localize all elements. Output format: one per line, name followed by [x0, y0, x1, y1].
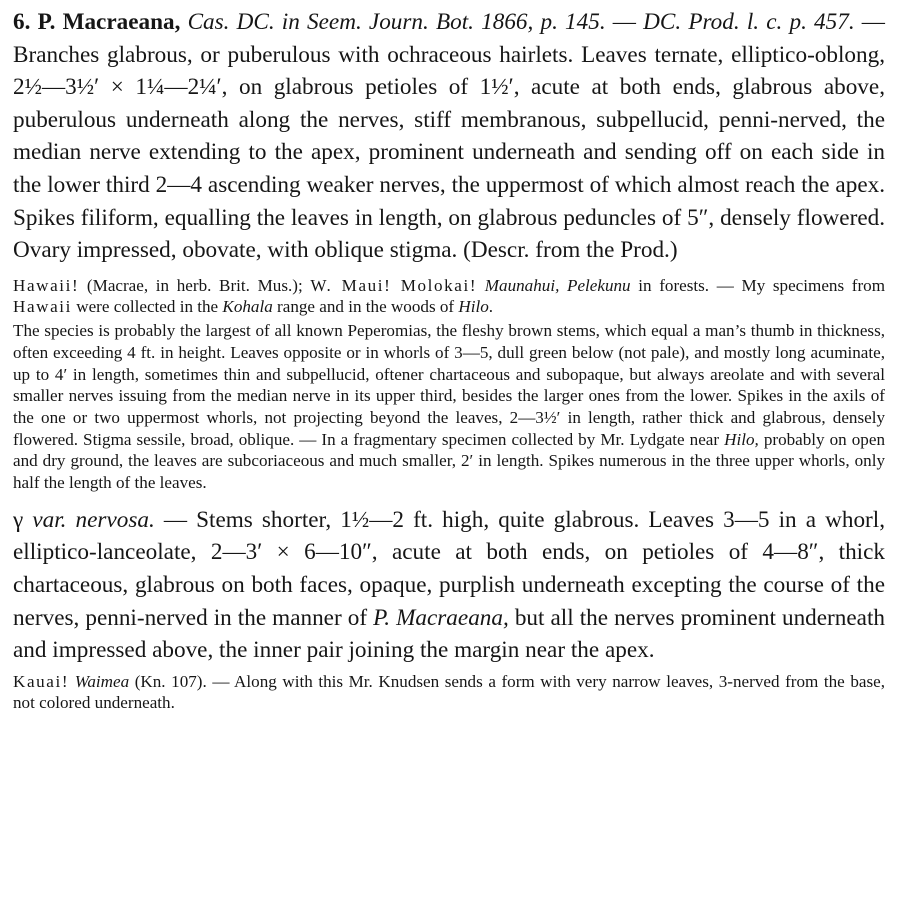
variety-entry	[13, 504, 885, 667]
locality-maui-molokai: W. Maui! Molokai!	[310, 275, 478, 295]
locality-hilo: Hilo	[458, 297, 489, 317]
variety-name: var. nervosa.	[23, 506, 155, 533]
remarks-hilo: Hilo,	[724, 429, 759, 449]
citation-prodromus: DC. Prod. l. c. p. 457.	[643, 9, 855, 35]
separator	[559, 276, 567, 295]
localities-forests: in forests. — My specimens from	[630, 275, 885, 295]
kauai-note-text: (Kn. 107). — Along with this Mr. Knudsen sends a form with very narrow leaves, 3-nerved from the base, not colored underneath.	[13, 671, 885, 713]
species-name: P. Macraeana,	[37, 9, 181, 35]
variety-symbol: γ	[13, 506, 24, 533]
locality-hawaii: Hawaii!	[13, 275, 80, 295]
species-number: 6.	[13, 9, 31, 35]
separator	[477, 276, 485, 295]
locality-waimea: Waimea	[74, 671, 130, 691]
locality-hawaii-2: Hawaii	[13, 297, 72, 317]
localities-end: .	[488, 297, 494, 317]
remarks-paragraph	[13, 320, 885, 494]
locality-kohala: Kohala	[222, 297, 273, 317]
variety-description: — Stems shorter, 1½—2 ft. high, quite glabrous. Leaves 3—5 in a whorl, elliptico-lanceolate, 2—3′ × 6—10″, acute at both ends, on petioles of 4—8″, thick chartaceous, glabrous on both faces, opaque, purplish underneath excepting the course of the nerves, penni-nerved in the manner of	[13, 506, 885, 631]
variety-reference: P. Macraeana,	[373, 604, 509, 631]
locality-hawaii-note: (Macrae, in herb. Brit. Mus.);	[79, 275, 311, 295]
kauai-note	[13, 671, 885, 714]
locality-maunahui: Maunahui,	[484, 275, 560, 295]
botanical-text-page	[13, 6, 885, 714]
citation-seemann: Cas. DC. in Seem. Journ. Bot. 1866, p. 145.	[187, 9, 606, 35]
species-description: — Branches glabrous, or puberulous with ochraceous hairlets. Leaves ternate, elliptico-oblong, 2½—3½′ × 1¼—2¼′, on glabrous petioles of 1½′, acute at both ends, glabrous above, puberulous underneath along the nerves, stiff membranous, subpellucid, penni-nerved, the median nerve extending to the apex, prominent underneath and sending off on each side in the lower third 2—4 ascending weaker nerves, the uppermost of which almost reach the apex. Spikes filiform, equalling the leaves in length, on glabrous peduncles of 5″, densely flowered. Ovary impressed, obovate, with oblique stigma. (Descr. from the Prod.)	[13, 9, 885, 264]
remarks-text-1: The species is probably the largest of all known Peperomias, the fleshy brown stems, which equal a man’s thumb in thickness, often exceeding 4 ft. in height. Leaves opposite or in whorls of 3—5, dull green below (not pale), and mostly long acuminate, up to 4′ in length, sometimes thin and subpellucid, oftener chartaceous and subopaque, but always areolate and with several smaller nerves issuing from the median nerve in its upper third, besides the larger ones from the lower. Spikes in the axils of the one or two uppermost whorls, not projecting beyond the leaves, 2—3½′ in length, rather thick and glabrous, densely flowered. Stigma sessile, broad, oblique. — In a fragmentary specimen collected by Mr. Lydgate near	[13, 321, 885, 449]
variety-description-2: but all the nerves prominent underneath and impressed above, the inner pair joining the margin near the apex.	[13, 604, 885, 664]
locality-pelekunu: Pelekunu	[567, 275, 631, 295]
localities-range: range and in the woods of	[272, 297, 459, 317]
citation-dash: —	[605, 9, 644, 35]
localities-collected: were collected in the	[71, 297, 223, 317]
remarks-text-2: probably on open and dry ground, the leaves are subcoriaceous and much smaller, 2′ in length. Spikes numerous in the three upper whorls, only half the length of the leaves.	[13, 429, 885, 493]
locality-kauai: Kauai!	[13, 671, 70, 691]
localities-paragraph	[13, 275, 885, 318]
species-entry	[13, 6, 885, 267]
